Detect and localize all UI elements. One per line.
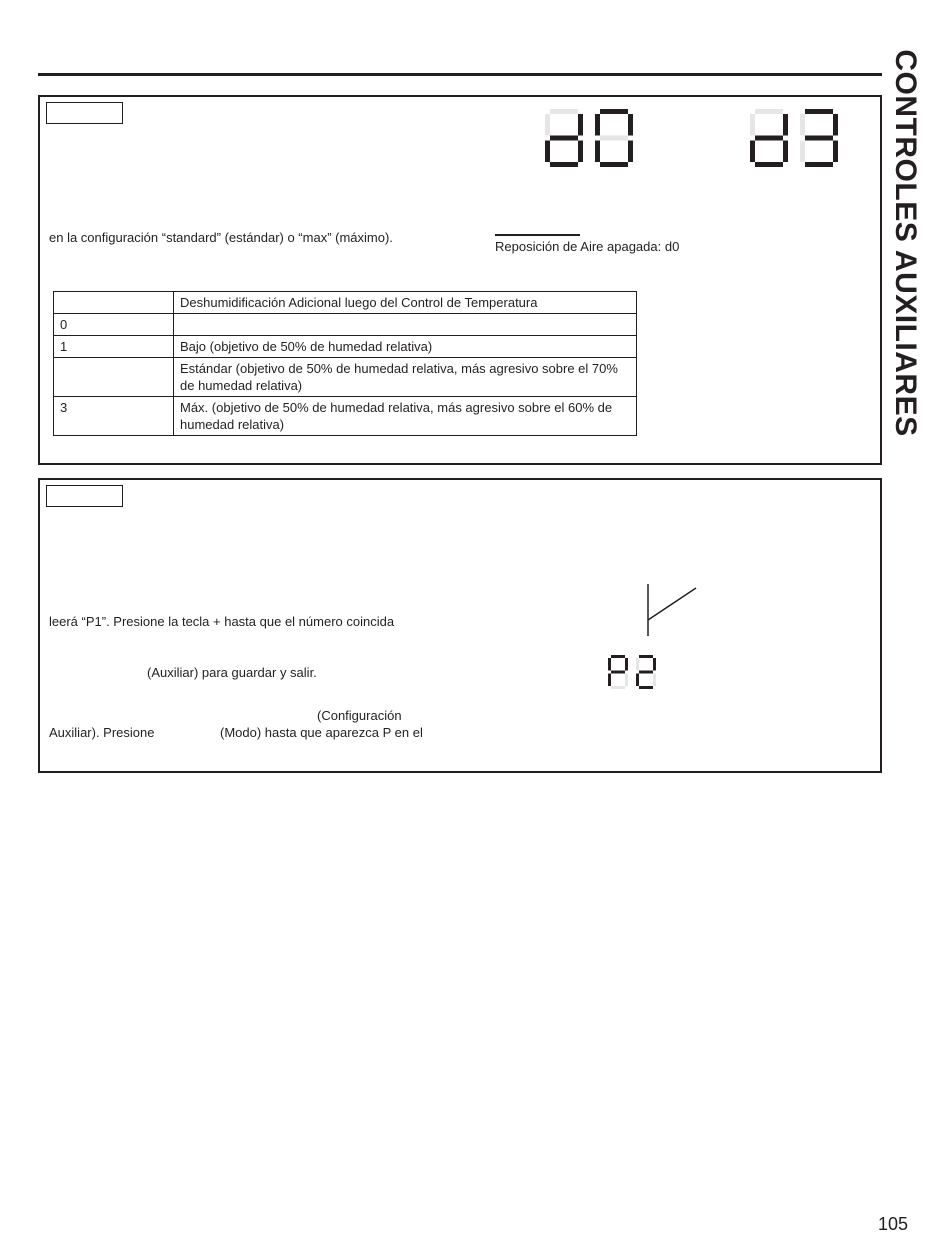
segment xyxy=(653,674,656,687)
segment xyxy=(783,141,788,163)
table-cell: 3 xyxy=(54,397,174,436)
segment xyxy=(833,114,838,136)
display-digit xyxy=(595,109,633,167)
segment xyxy=(639,686,653,689)
segment xyxy=(595,114,600,136)
table-cell: Bajo (objetivo de 50% de humedad relativa) xyxy=(174,336,637,358)
table-cell: 1 xyxy=(54,336,174,358)
segment xyxy=(805,162,833,167)
segment xyxy=(578,141,583,163)
display-p2 xyxy=(606,653,662,693)
segment xyxy=(550,109,578,114)
segment xyxy=(636,658,639,671)
display-digit xyxy=(800,109,838,167)
table-cell: Máx. (objetivo de 50% de humedad relativa, más agresivo sobre el 60% de humedad relativa) xyxy=(174,397,637,436)
display-digit xyxy=(608,655,628,689)
table-cell xyxy=(174,314,637,336)
settings-table xyxy=(53,291,637,436)
table-cell xyxy=(54,358,174,397)
section-side-title: CONTROLES AUXILIARES xyxy=(889,49,922,437)
segment xyxy=(800,114,805,136)
segment xyxy=(608,658,611,671)
page-number: 105 xyxy=(878,1214,909,1234)
label-rule xyxy=(495,234,580,236)
segment xyxy=(628,114,633,136)
segment xyxy=(833,141,838,163)
segment xyxy=(595,141,600,163)
display-d0 xyxy=(543,107,638,171)
pointer-lines xyxy=(638,584,702,636)
instruction-line: Auxiliar). Presione xyxy=(49,725,155,740)
segment xyxy=(600,162,628,167)
segment xyxy=(625,658,628,671)
table-cell: Deshumidificación Adicional luego del Control de Temperatura xyxy=(174,292,637,314)
table-cell xyxy=(54,292,174,314)
instruction-line: leerá “P1”. Presione la tecla + hasta que el número coincida xyxy=(49,614,395,629)
table-cell: Estándar (objetivo de 50% de humedad relativa, más agresivo sobre el 70% de humedad relativa) xyxy=(174,358,637,397)
segment xyxy=(600,136,628,141)
table-row xyxy=(54,397,637,436)
segment xyxy=(628,141,633,163)
segment xyxy=(800,141,805,163)
segment xyxy=(805,136,833,141)
display-digit xyxy=(750,109,788,167)
table-cell: 0 xyxy=(54,314,174,336)
segment xyxy=(550,162,578,167)
segment xyxy=(755,162,783,167)
panel-tab-label xyxy=(46,102,123,124)
segment xyxy=(545,114,550,136)
segment xyxy=(625,674,628,687)
instruction-line: (Auxiliar) para guardar y salir. xyxy=(147,665,317,680)
segment xyxy=(750,141,755,163)
display-digit xyxy=(545,109,583,167)
segment xyxy=(639,655,653,658)
segment xyxy=(639,671,653,674)
segment xyxy=(611,671,625,674)
segment xyxy=(545,141,550,163)
segment xyxy=(805,109,833,114)
segment xyxy=(653,658,656,671)
dehumidification-panel xyxy=(38,95,882,465)
panel-tab-label xyxy=(46,485,123,507)
table-row xyxy=(54,314,637,336)
instruction-line: (Modo) hasta que aparezca P en el xyxy=(220,725,423,740)
segment xyxy=(600,109,628,114)
display-digit xyxy=(636,655,656,689)
segment xyxy=(611,686,625,689)
segment xyxy=(783,114,788,136)
segment xyxy=(755,136,783,141)
display-label: Reposición de Aire apagada: d0 xyxy=(495,239,680,254)
segment xyxy=(755,109,783,114)
instruction-line: (Configuración xyxy=(317,708,402,723)
setting-description: en la configuración “standard” (estándar) o “max” (máximo). xyxy=(49,230,393,245)
segment xyxy=(750,114,755,136)
segment xyxy=(550,136,578,141)
display-d3 xyxy=(748,107,843,171)
mode-setup-panel xyxy=(38,478,882,773)
table-header-row xyxy=(54,292,637,314)
segment xyxy=(608,674,611,687)
header-rule xyxy=(38,73,882,76)
segment xyxy=(611,655,625,658)
table-row xyxy=(54,336,637,358)
segment xyxy=(636,674,639,687)
segment xyxy=(578,114,583,136)
table-row xyxy=(54,358,637,397)
